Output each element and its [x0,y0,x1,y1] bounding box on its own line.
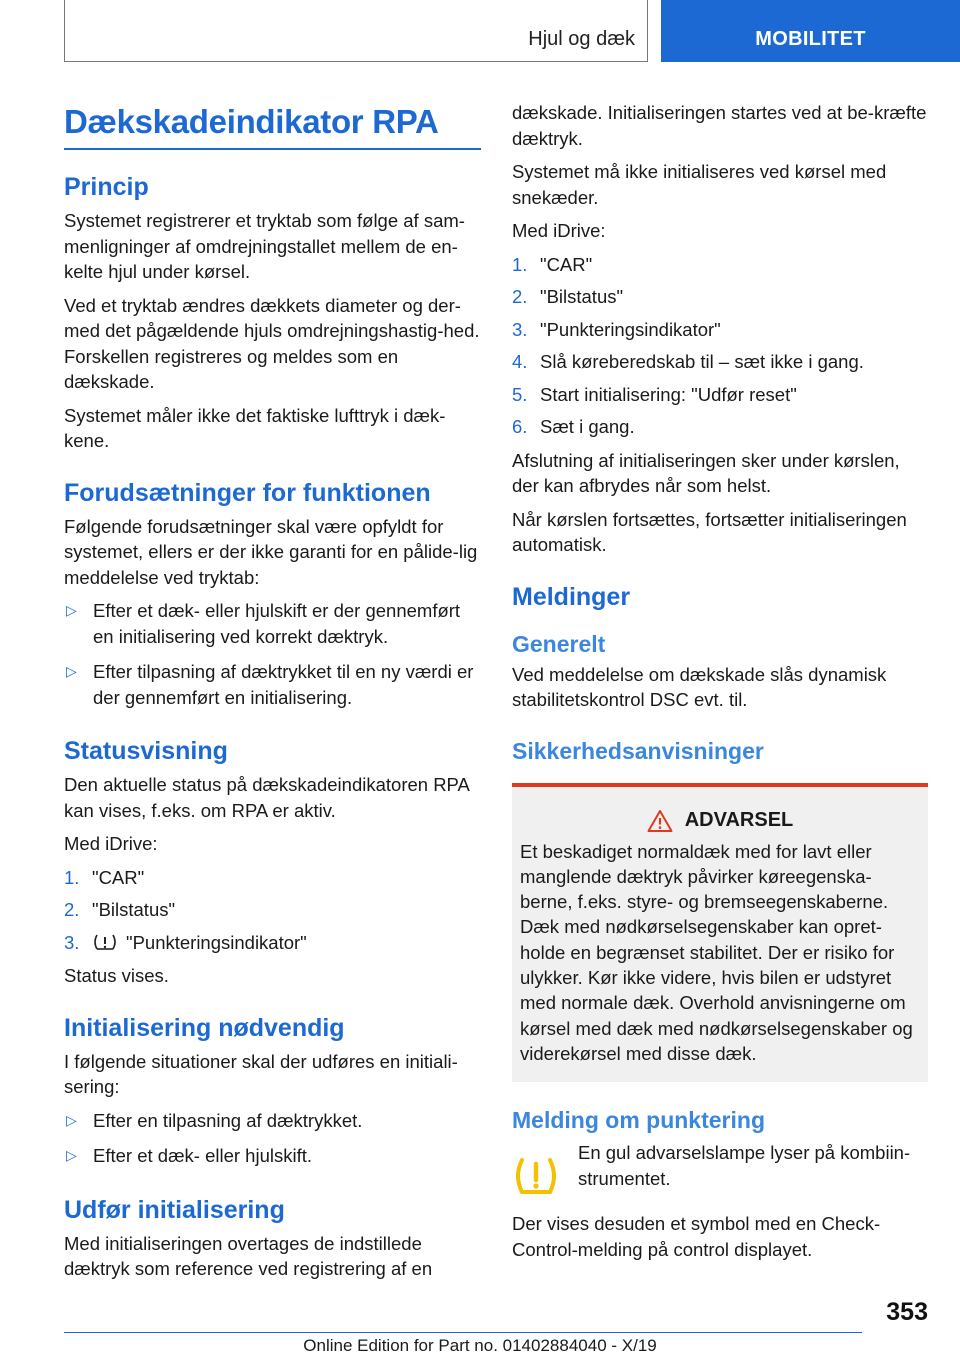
right-column [512,100,928,1270]
bullet-triangle-icon: ▷ [66,1147,77,1163]
princip-p1: Systemet registrerer et tryktab som følge af sam-menligninger af omdrejningstallet mellem de en-kelte hjul under kørsel. [64,210,465,282]
lamp-paragraph: En gul advarselslampe lyser på kombiin-strumentet. [578,1142,911,1189]
list-item: ▷ Efter et dæk- eller hjulskift er der gennemført en initialisering ved korrekt dæktryk. [66,600,461,647]
statusvisning-steps [64,865,481,956]
left-column [64,100,481,1290]
heading-princip: Princip [64,173,149,201]
header-chapter-tab[interactable] [661,0,960,62]
page-number: 353 [886,1298,928,1326]
step-item: 3. "Punkteringsindikator" [64,931,307,953]
step-item: 1. "CAR" [512,253,593,275]
heading-meldinger: Meldinger [512,582,631,611]
heading-statusvisning: Statusvisning [64,737,228,765]
header-chapter-label: MOBILITET [755,28,866,50]
step-item: 2. "Bilstatus" [64,899,176,920]
initialisering-steps [512,252,928,440]
list-item: ▷ Efter tilpasning af dæktrykket til en ny værdi er der gennemført en initialisering. [66,661,474,708]
heading-melding-om-punktering: Melding om punktering [512,1107,765,1134]
heading-udfoer-initialisering: Udfør initialisering [64,1195,285,1224]
statusvisning-p1: Den aktuelle status på dækskadeindikatoren RPA kan vises, f.eks. om RPA er aktiv. [64,774,469,821]
step-item: 3. "Punkteringsindikator" [512,318,721,340]
heading-forudsaetninger: Forudsætninger for funktionen [64,478,431,507]
warning-title: ADVARSEL [684,809,794,831]
warning-title-row [520,809,920,833]
heading-sikkerhedsanvisninger: Sikkerhedsanvisninger [512,737,764,764]
step-item: 5. Start initialisering: "Udfør reset" [512,383,797,405]
footer-rule [64,1332,862,1333]
udfoer-p1: Med initialiseringen overtages de indstillede dæktryk som reference ved registrering af en [64,1232,433,1279]
heading-generelt: Generelt [512,630,606,657]
bullet-triangle-icon: ▷ [66,602,77,618]
tire-pressure-warning-lamp-icon [512,1154,560,1198]
list-item: ▷ Efter en tilpasning af dæktrykket. [64,1108,481,1134]
step-item: 2. "Bilstatus" [512,286,624,307]
step-item: 4. Slå køreberedskab til – sæt ikke i gang. [512,351,864,372]
generelt-paragraph: Ved meddelelse om dækskade slås dynamisk stabilitetskontrol DSC evt. til. [512,663,887,710]
snow-chain-paragraph: Systemet må ikke initialiseres ved kørsel med snekæder. [512,161,887,208]
forudsaetninger-p1: Følgende forudsætninger skal være opfyldt for systemet, ellers er der ikke garanti for en pålide-lig meddelelse ved tryktab: [64,515,478,588]
princip-p3: Systemet måler ikke det faktiske lufttryk i dæk-kene. [64,404,446,451]
list-item: ▷ Efter et dæk- eller hjulskift. [64,1143,481,1169]
statusvisning-p2: Med iDrive: [64,833,158,854]
page-title: Dækskadeindikator RPA [64,103,439,140]
princip-p2: Ved et tryktab ændres dækkets diameter og der-med det pågældende hjuls omdrejningshastig-hed. Forskellen registreres og meldes som en dækskade. [64,294,480,392]
heading-initialisering-noedvendig: Initialisering nødvendig [64,1013,345,1042]
title-rule [64,148,481,150]
header-section-box [64,0,648,62]
statusvisning-p3: Status vises. [64,965,169,986]
forudsaetninger-list [64,598,481,710]
initialisering-list [64,1108,481,1169]
afslutning-paragraph: Afslutning af initialiseringen sker under kørslen, der kan afbrydes når som helst. [512,449,900,496]
step-item: 1. "CAR" [64,866,145,888]
bullet-triangle-icon: ▷ [66,1111,77,1128]
footer-edition: Online Edition for Part no. 01402884040 - X/19 [303,1336,657,1355]
punktering-row [512,1140,928,1199]
idrive-paragraph: Med iDrive: [512,220,606,241]
bullet-triangle-icon: ▷ [66,663,77,679]
warning-box [512,783,928,1083]
continued-paragraph: dækskade. Initialiseringen startes ved at be-kræfte dæktryk. [512,102,927,149]
fortsaettelse-paragraph: Når kørslen fortsættes, fortsætter initialiseringen automatisk. [512,508,907,555]
initialisering-p1: I følgende situationer skal der udføres en initiali-sering: [64,1050,458,1097]
tire-pressure-icon [92,932,118,952]
warning-text: Et beskadiget normaldæk med for lavt eller manglende dæktryk påvirker køreegenska-berne, f.eks. styre- og bremseegenskaberne. Dæk med nødkørselsegenskaber kan opret-holde en begrænset stabilitet. Der er risiko for ulykker. Kør ikke videre, hvis bilen er udstyret med normale dæk. Overhold anvisningerne om kørsel med dæk med nødkørselsegenskaber og viderekørsel med disse dæk. [520,840,913,1064]
step-item: 6. Sæt i gang. [512,416,635,437]
header-section-title: Hjul og dæk [528,28,635,50]
check-control-paragraph: Der vises desuden et symbol med en Check-Control-melding på control displayet. [512,1213,881,1260]
warning-triangle-icon [647,809,673,833]
